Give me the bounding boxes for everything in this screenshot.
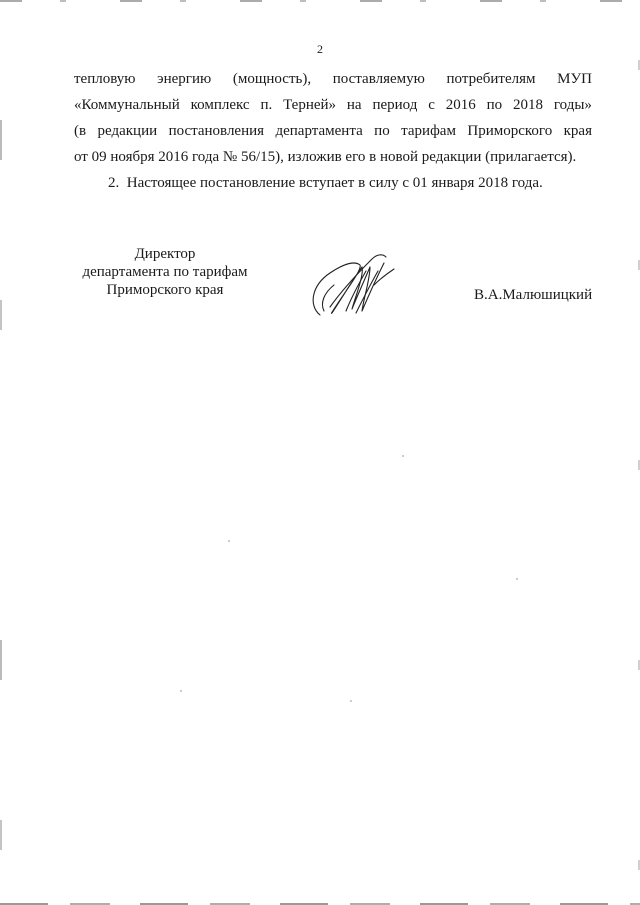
paragraph-1-line-3	[74, 118, 592, 144]
scan-speck	[516, 578, 518, 580]
word: редакции	[97, 123, 158, 139]
paragraph-1-line-4: от 09 ноября 2016 года № 56/15), изложив его в новой редакции (прилагается).	[74, 149, 577, 165]
paragraph-2	[108, 170, 626, 196]
paragraph-1-line-1	[74, 66, 592, 92]
word: Терней»	[283, 97, 337, 113]
signer-name: В.А.Малюшицкий	[474, 287, 593, 303]
word: период	[372, 97, 418, 113]
word: с	[428, 97, 435, 113]
word: тарифам	[401, 123, 456, 139]
signature-block	[60, 245, 270, 299]
word: п.	[260, 97, 273, 113]
word: энергию	[157, 71, 212, 87]
scan-edge-top	[0, 0, 640, 2]
word: Приморского	[467, 123, 553, 139]
word: по	[486, 97, 503, 113]
word: тепловую	[74, 71, 136, 87]
signer-title-line-2: департамента по тарифам	[82, 264, 248, 280]
word: (мощность),	[232, 71, 312, 87]
word: потребителям	[446, 71, 536, 87]
scan-speck	[228, 540, 230, 542]
word: 2018	[513, 97, 544, 113]
word: 2016	[445, 97, 476, 113]
paragraph-2-number: 2.	[108, 175, 120, 191]
word: (в	[74, 123, 87, 139]
signer-title-line-1: Директор	[134, 246, 196, 262]
paragraph-1	[74, 66, 592, 170]
scan-speck	[402, 455, 404, 457]
signer-title-line-3: Приморского края	[106, 282, 224, 298]
handwritten-signature	[300, 245, 400, 320]
word: по	[374, 123, 390, 139]
word: края	[563, 123, 592, 139]
word: поставляемую	[332, 71, 425, 87]
word: постановления	[168, 123, 265, 139]
word: «Коммунальный	[74, 97, 180, 113]
word: на	[346, 97, 362, 113]
paragraph-2-text: Настоящее постановление вступает в силу с 01 января 2018 года.	[126, 175, 543, 191]
word: МУП	[557, 71, 592, 87]
paragraph-1-line-2	[74, 92, 592, 118]
scan-speck	[350, 700, 352, 702]
scan-edge-left	[0, 0, 2, 905]
scan-speck	[180, 690, 182, 692]
word: департамента	[275, 123, 363, 139]
page-number: 2	[317, 42, 323, 56]
word: годы»	[553, 97, 592, 113]
paragraph-2-line	[108, 170, 626, 196]
word: комплекс	[190, 97, 250, 113]
